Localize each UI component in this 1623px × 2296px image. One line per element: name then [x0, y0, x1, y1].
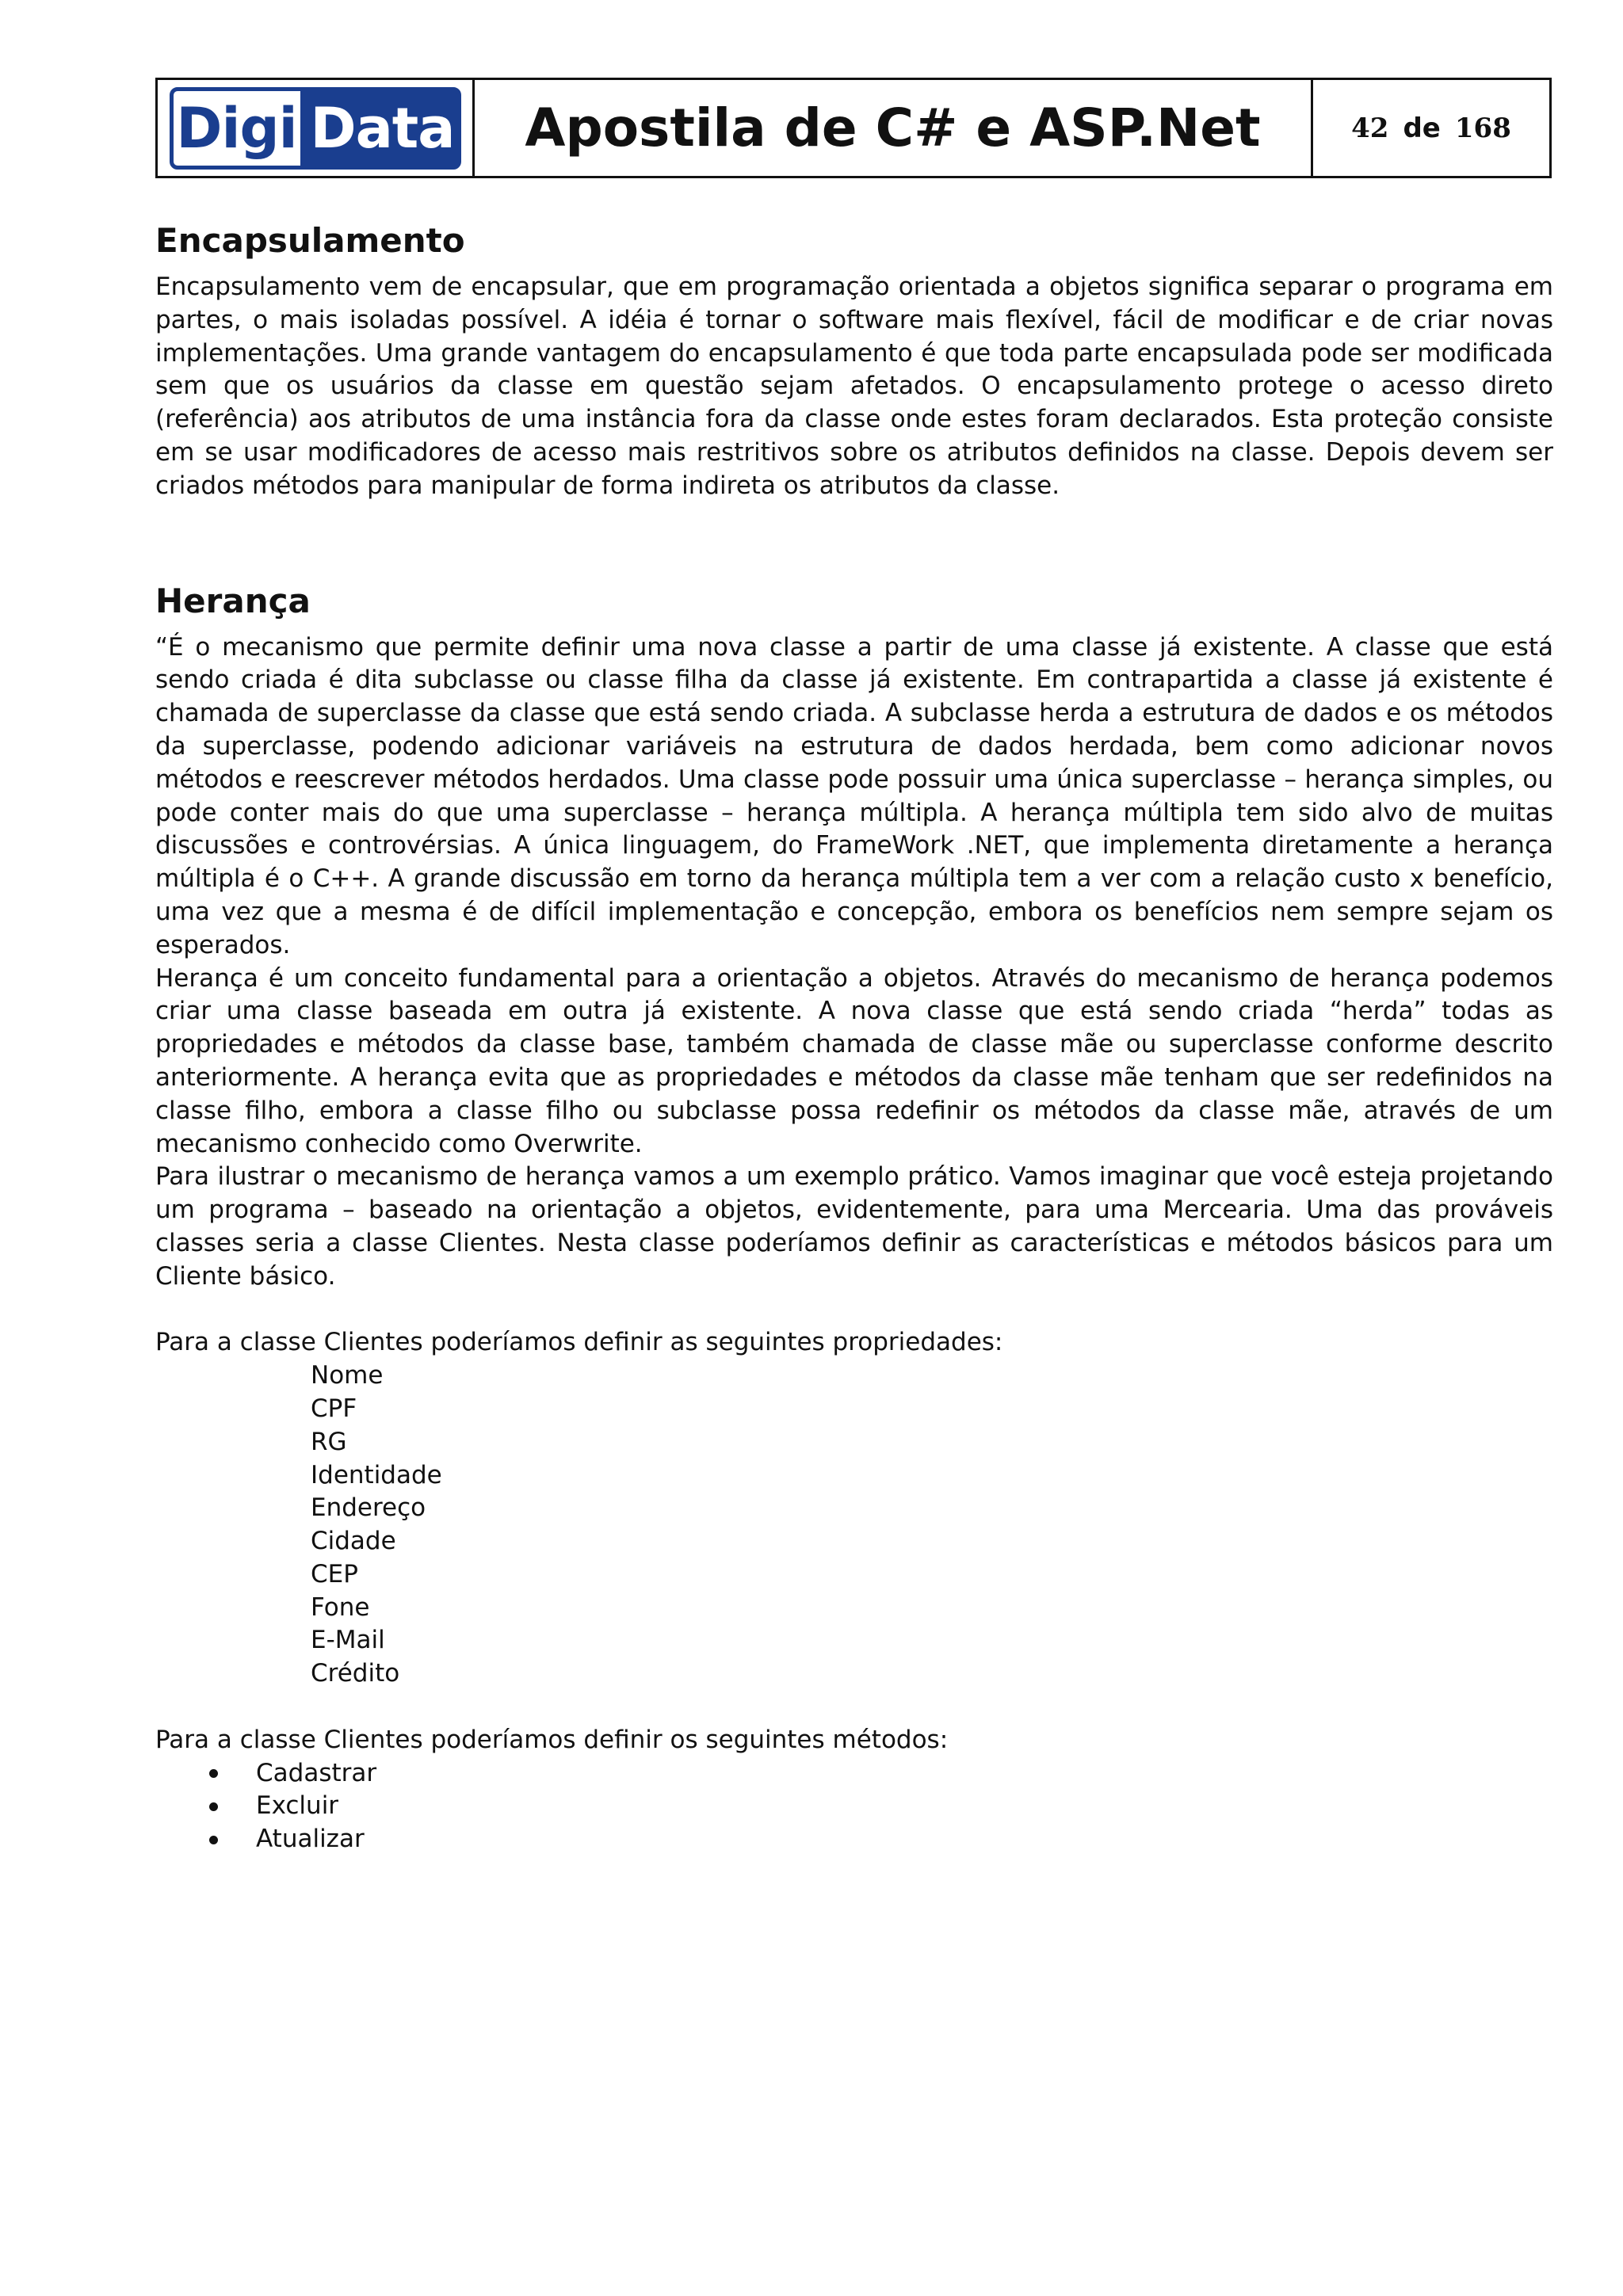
list-item: Cidade: [311, 1527, 396, 1556]
page-number: [1351, 113, 1511, 144]
list-item: [209, 1823, 1553, 1856]
digidata-logo: [170, 87, 461, 170]
page-header: [155, 78, 1552, 178]
page-number-cell: [1313, 80, 1549, 176]
spacer: [155, 1294, 1553, 1327]
spacer: [155, 1691, 1553, 1724]
properties-intro: Para a classe Clientes poderíamos definir as seguintes propriedades:: [155, 1328, 1003, 1357]
list-item-label: Excluir: [256, 1791, 339, 1821]
list-item: Nome: [311, 1361, 384, 1390]
list-item: Fone: [311, 1592, 370, 1622]
section-encapsulamento: [155, 212, 1553, 503]
list-item-label: Cadastrar: [256, 1758, 377, 1787]
section-paragraph: Herança é um conceito fundamental para a orientação a objetos. Através do mecanismo de herança podemos criar uma classe baseada em outra já existente. A nova classe que está sendo criada “herda” todas as propriedades e métodos da classe base, também chamada de classe mãe ou superclasse conforme descrito anteriormente. A herança evita que as propriedades e métodos da classe mãe tenham que ser redefinidos na classe filho, embora a classe filho ou subclasse possa redefinir os métodos da classe mãe, através de um mecanismo conhecido como Overwrite.: [155, 963, 1553, 1158]
page-current: 42: [1351, 112, 1389, 144]
section-paragraph: Para ilustrar o mecanismo de herança vamos a um exemplo prático. Vamos imaginar que você esteja projetando um programa – baseado na orientação a objetos, evidentemente, para uma Mercearia. Uma das prováveis classes seria a classe Clientes. Nesta classe poderíamos definir as características e métodos básicos para um Cliente básico.: [155, 1162, 1553, 1291]
list-item: [209, 1790, 1553, 1823]
page-of-label: de: [1403, 112, 1441, 144]
logo-data: Data: [304, 87, 461, 170]
list-item-label: Atualizar: [256, 1825, 365, 1854]
section-heading: Herança: [155, 581, 311, 620]
list-item: CEP: [311, 1559, 358, 1589]
list-item: RG: [311, 1427, 347, 1456]
properties-list: [155, 1360, 1553, 1691]
list-item: Identidade: [311, 1460, 442, 1489]
list-item: CPF: [311, 1394, 357, 1423]
logo-digi: Digi: [170, 87, 304, 170]
bullet-icon: [209, 1802, 218, 1811]
title-cell: [475, 80, 1313, 176]
bullet-icon: [209, 1769, 218, 1778]
methods-intro: Para a classe Clientes poderíamos definir os seguintes métodos:: [155, 1725, 949, 1754]
document-title: Apostila de C# e ASP.Net: [525, 97, 1261, 158]
section-heranca: [155, 573, 1553, 1856]
list-item: Crédito: [311, 1659, 400, 1688]
list-item: E-Mail: [311, 1626, 385, 1655]
list-item: Endereço: [311, 1493, 426, 1523]
methods-list: [155, 1757, 1553, 1856]
page-total: 168: [1454, 112, 1511, 144]
section-heading: Encapsulamento: [155, 221, 465, 260]
section-paragraph: Encapsulamento vem de encapsular, que em programação orientada a objetos significa separar o programa em partes, o mais isoladas possível. A idéia é tornar o software mais flexível, fácil de modificar e de criar novas implementações. Uma grande vantagem do encapsulamento é que toda parte encapsulada pode ser modificada sem que os usuários da classe em questão sejam afetados. O encapsulamento protege o acesso direto (referência) aos atributos de uma instância fora da classe onde estes foram declarados. Esta proteção consiste em se usar modificadores de acesso mais restritivos sobre os atributos definidos na classe. Depois devem ser criados métodos para manipular de forma indireta os atributos da classe.: [155, 273, 1553, 500]
section-paragraph: “É o mecanismo que permite definir uma nova classe a partir de uma classe já existente. A classe que está sendo criada é dita subclasse ou classe filha da classe já existente. Em contrapartida a classe já existente é chamada de superclasse da classe que está sendo criada. A subclasse herda a estrutura de dados e os métodos da superclasse, podendo adicionar variáveis na estrutura de dados herdada, bem como adicionar novos métodos e reescrever métodos herdados. Uma classe pode possuir uma única superclasse – herança simples, ou pode conter mais do que uma superclasse – herança múltipla. A herança múltipla tem sido alvo de muitas discussões e controvérsias. A única linguagem, do FrameWork .NET, que implementa diretamente a herança múltipla é o C++. A grande discussão em torno da herança múltipla tem a ver com a relação custo x benefício, uma vez que a mesma é de difícil implementação e concepção, embora os benefícios nem sempre sejam os esperados.: [155, 632, 1553, 959]
logo-cell: [158, 80, 475, 176]
page-content: [155, 212, 1553, 1856]
bullet-icon: [209, 1836, 218, 1844]
list-item: [209, 1757, 1553, 1791]
